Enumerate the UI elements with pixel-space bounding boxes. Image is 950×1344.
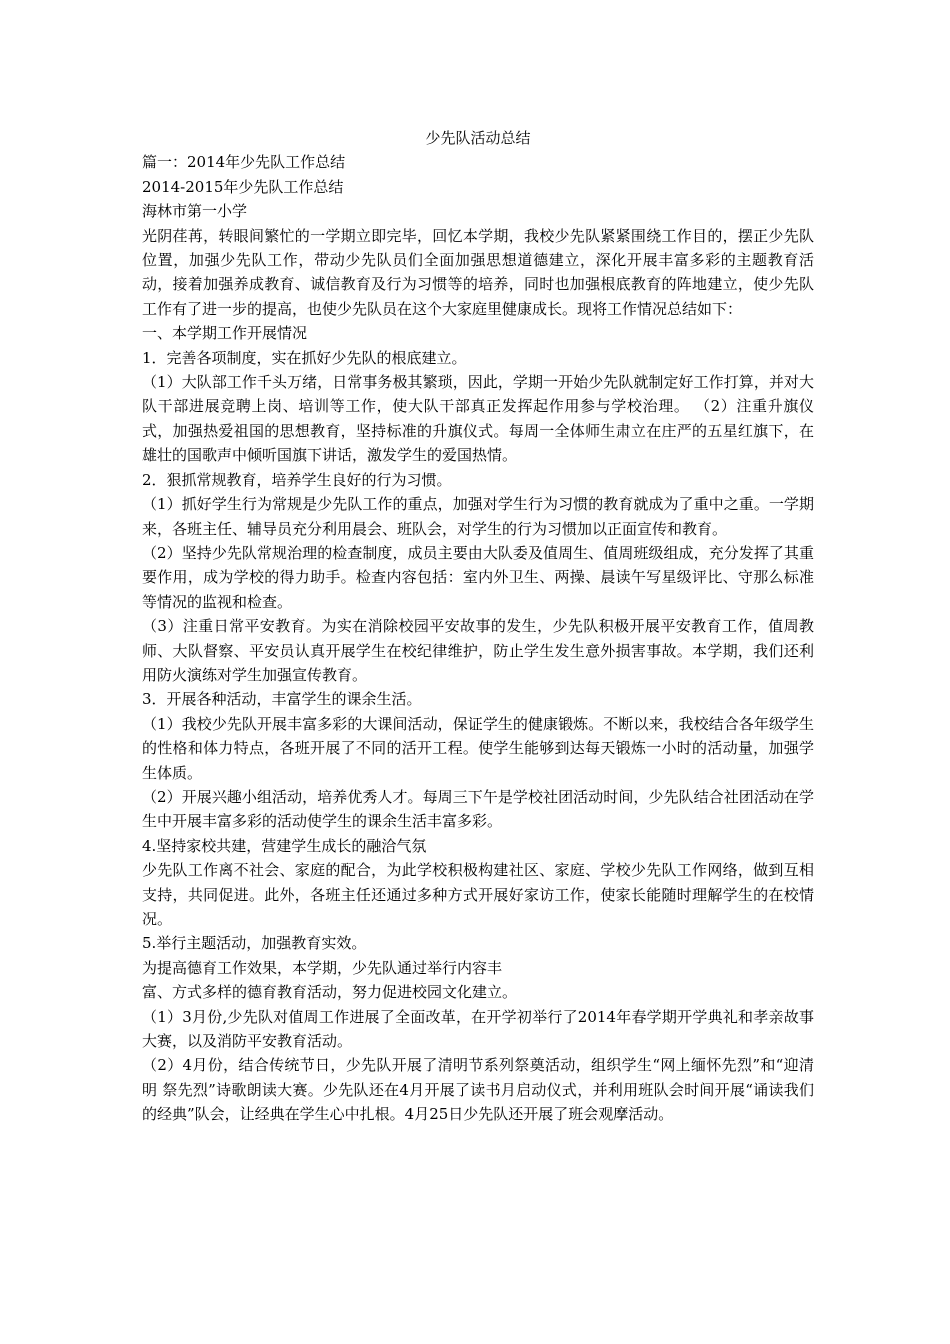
item-heading: 3．开展各种活动，丰富学生的课余生活。 bbox=[142, 690, 422, 709]
paragraph: （1）抓好学生行为常规是少先队工作的重点，加强对学生行为习惯的教育就成为了重中之重。一学期来，各班主任、辅导员充分利用晨会、班队会，对学生的行为习惯加以正面宣传和教育。 bbox=[142, 495, 814, 538]
paragraph-line: 富、方式多样的德育教育活动，努力促进校园文化建立。 bbox=[142, 983, 518, 1002]
paragraph: （2）4月份，结合传统节日，少先队开展了清明节系列祭奠活动，组织学生“网上缅怀先烈”和“迎清明 祭先烈”诗歌朗读大赛。少先队还在4月开展了读书月启动仪式，并利用班队会时间开展“诵读我们的经典”队会，让经典在学生心中扎根。4月25日少先队还开展了班会观摩活动。 bbox=[142, 1056, 814, 1124]
paragraph: （1）我校少先队开展丰富多彩的大课间活动，保证学生的健康锻炼。不断以来，我校结合各年级学生的性格和体力特点，各班开展了不同的活开工程。使学生能够到达每天锻炼一小时的活动量，加强学生体质。 bbox=[142, 714, 814, 782]
paragraph: 少先队工作离不社会、家庭的配合，为此学校积极构建社区、家庭、学校少先队工作网络，做到互相支持，共同促进。此外，各班主任还通过多种方式开展好家访工作，使家长能随时理解学生的在校情况。 bbox=[142, 861, 814, 928]
paragraph: （2）坚持少先队常规治理的检查制度，成员主要由大队委及值周生、值周班级组成，充分发挥了其重要作用，成为学校的得力助手。检查内容包括：室内外卫生、两操、晨读午写星级评比、守那么标准等情况的监视和检查。 bbox=[142, 543, 814, 611]
school-name: 海林市第一小学 bbox=[142, 202, 248, 221]
item-heading: 1．完善各项制度，实在抓好少先队的根底建立。 bbox=[142, 348, 467, 367]
subtitle-line: 2014-2015年少先队工作总结 bbox=[142, 177, 344, 196]
paragraph-line: 为提高德育工作效果，本学期，少先队通过举行内容丰 bbox=[142, 958, 503, 977]
paragraph-intro: 光阴荏苒，转眼间繁忙的一学期立即完毕，回忆本学期，我校少先队紧紧围绕工作目的，摆正少先队位置，加强少先队工作，带动少先队员们全面加强思想道德建立，深化开展丰富多彩的主题教育活动，接着加强养成教育、诚信教育及行为习惯等的培养，同时也加强根底教育的阵地建立，使少先队工作有了进一步的提高，也使少先队员在这个大家庭里健康成长。现将工作情况总结如下： bbox=[142, 226, 814, 318]
paragraph: （1）大队部工作千头万绪，日常事务极其繁琐，因此，学期一开始少先队就制定好工作打算，并对大队干部进展竞聘上岗、培训等工作，使大队干部真正发挥起作用参与学校治理。 （2）注重升旗仪式，加强热爱祖国的思想教育，坚持标准的升旗仪式。每周一全体师生肃立在庄严的五星红旗下，在雄壮的国歌声中倾听国旗下讲话，激发学生的爱国热情。 bbox=[142, 373, 814, 465]
item-heading: 2．狠抓常规教育，培养学生良好的行为习惯。 bbox=[142, 470, 452, 489]
item-heading: 5.举行主题活动，加强教育实效。 bbox=[142, 934, 367, 953]
paragraph: （1）3月份,少先队对值周工作进展了全面改革，在开学初举行了2014年春学期开学典礼和孝亲故事大赛，以及消防平安教育活动。 bbox=[142, 1007, 814, 1051]
document-title: 少先队活动总结 bbox=[425, 129, 531, 147]
document-body bbox=[142, 126, 814, 1127]
section-heading: 一、本学期工作开展情况 bbox=[142, 324, 308, 343]
paragraph: （3）注重日常平安教育。为实在消除校园平安故事的发生，少先队积极开展平安教育工作，值周教师、大队督察、平安员认真开展学生在校纪律维护，防止学生发生意外损害事故。本学期，我们还利用防火演练对学生加强宣传教育。 bbox=[142, 617, 814, 684]
item-heading: 4.坚持家校共建，营建学生成长的融洽气氛 bbox=[142, 836, 427, 855]
subtitle-line: 篇一：2014年少先队工作总结 bbox=[142, 153, 346, 172]
paragraph: （2）开展兴趣小组活动，培养优秀人才。每周三下午是学校社团活动时间，少先队结合社团活动在学生中开展丰富多彩的活动使学生的课余生活丰富多彩。 bbox=[142, 787, 814, 831]
